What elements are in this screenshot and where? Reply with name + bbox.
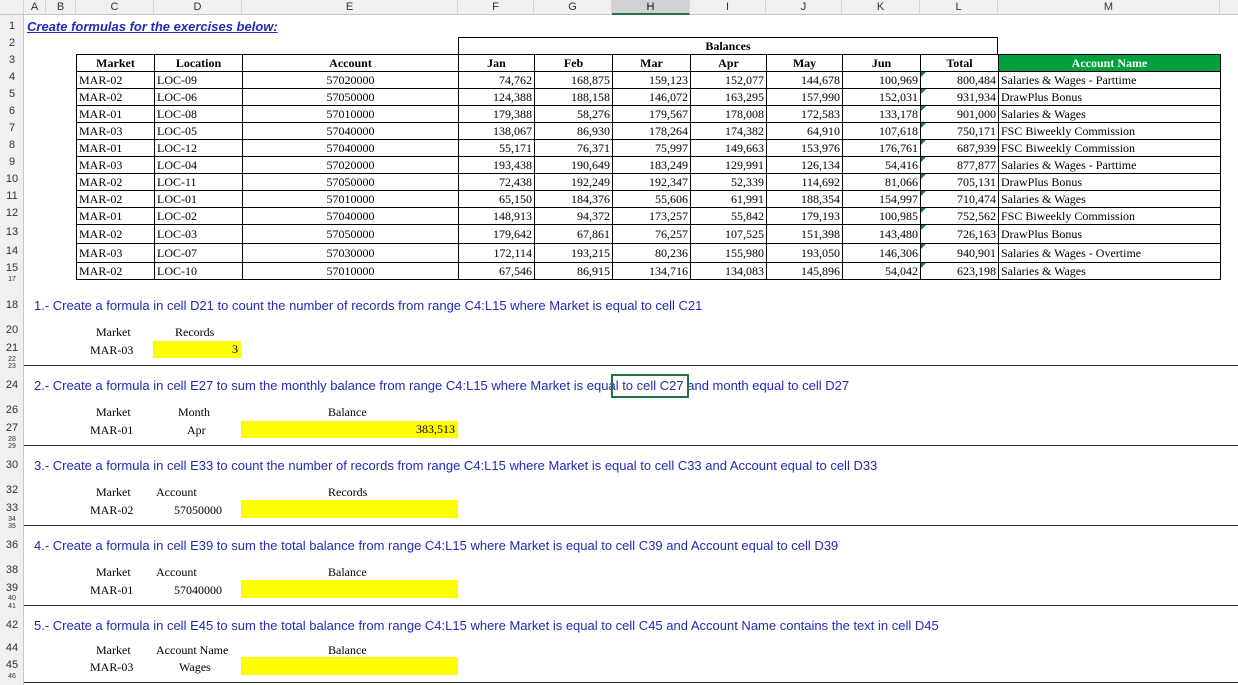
row-header[interactable]: 8 (8, 139, 16, 151)
table-cell[interactable]: 55,842 (691, 208, 767, 225)
row-header[interactable]: 40 (8, 595, 16, 602)
error-indicator-icon (921, 157, 926, 162)
table-cell[interactable]: 149,663 (691, 140, 767, 157)
column-header-j[interactable]: J (766, 0, 842, 15)
row-header[interactable]: 14 (5, 245, 19, 257)
table-cell[interactable]: 67,546 (459, 263, 535, 280)
table-cell[interactable]: Salaries & Wages - Parttime (999, 72, 1221, 89)
question-4-text: 4.- Create a formula in cell E39 to sum the total balance from range C4:L15 where Market is equal to cell C39 and Account equal to cell D39 (34, 538, 839, 553)
table-cell[interactable]: 155,980 (691, 244, 767, 263)
row-header[interactable]: 4 (8, 71, 16, 83)
row-header[interactable]: 32 (5, 484, 19, 496)
row-header[interactable]: 27 (5, 422, 19, 434)
table-cell[interactable]: 86,930 (535, 123, 613, 140)
table-cell[interactable]: 184,376 (535, 191, 613, 208)
row-header[interactable]: 20 (5, 324, 19, 336)
table-cell[interactable]: 54,416 (843, 157, 921, 174)
table-cell[interactable]: LOC-10 (155, 263, 243, 280)
row-header[interactable]: 42 (5, 619, 19, 631)
table-cell[interactable]: 52,339 (691, 174, 767, 191)
row-header[interactable]: 23 (8, 363, 16, 370)
select-all-corner[interactable] (0, 0, 24, 15)
separator-line (24, 525, 1238, 526)
q2-balance-label: Balance (328, 405, 367, 419)
error-indicator-icon (921, 263, 926, 268)
table-row (77, 208, 1221, 225)
q5-account-name-value[interactable]: Wages (179, 660, 211, 674)
table-row (77, 157, 1221, 174)
table-cell[interactable]: LOC-06 (155, 89, 243, 106)
table-cell[interactable]: 55,171 (459, 140, 535, 157)
table-cell[interactable]: 176,761 (843, 140, 921, 157)
table-cell[interactable]: 134,716 (613, 263, 691, 280)
table-cell[interactable]: 192,347 (613, 174, 691, 191)
table-cell[interactable]: MAR-01 (77, 140, 155, 157)
question-3-text: 3.- Create a formula in cell E33 to count the number of records from range C4:L15 where Market is equal to cell C33 and Account equal to cell D33 (34, 458, 878, 473)
table-row (77, 244, 1221, 263)
separator-line (24, 365, 1238, 366)
table-cell[interactable]: 81,066 (843, 174, 921, 191)
row-header[interactable]: 35 (8, 523, 16, 530)
table-cell[interactable]: 57010000 (243, 106, 459, 123)
table-cell[interactable]: 172,114 (459, 244, 535, 263)
question-1-text: 1.- Create a formula in cell D21 to count the number of records from range C4:L15 where Market is equal to cell C21 (34, 298, 703, 313)
q4-market-label: Market (96, 565, 131, 579)
q1-records-label: Records (175, 325, 215, 339)
column-header-d[interactable]: D (154, 0, 242, 15)
q3-market-label: Market (96, 485, 131, 499)
row-header[interactable]: 3 (8, 54, 16, 66)
table-cell[interactable]: LOC-03 (155, 225, 243, 244)
q5-market-label: Market (96, 643, 131, 657)
table-cell[interactable]: 877,877 (921, 157, 999, 174)
row-header[interactable]: 39 (5, 582, 19, 594)
row-header[interactable]: 33 (5, 502, 19, 514)
table-cell[interactable]: 57010000 (243, 263, 459, 280)
header-may[interactable]: May (767, 55, 843, 72)
column-header-c[interactable]: C (76, 0, 154, 15)
error-indicator-icon (921, 244, 926, 249)
table-cell[interactable]: 146,072 (613, 89, 691, 106)
table-cell[interactable]: Salaries & Wages (999, 263, 1221, 280)
table-cell[interactable]: 178,264 (613, 123, 691, 140)
table-cell[interactable]: 72,438 (459, 174, 535, 191)
table-cell[interactable]: 64,910 (767, 123, 843, 140)
q5-market-value[interactable]: MAR-03 (90, 660, 134, 674)
table-cell[interactable]: 107,618 (843, 123, 921, 140)
table-cell[interactable]: 148,913 (459, 208, 535, 225)
table-cell[interactable]: 931,934 (921, 89, 999, 106)
error-indicator-icon (921, 140, 926, 145)
table-cell[interactable]: MAR-02 (77, 174, 155, 191)
table-cell[interactable]: 57020000 (243, 72, 459, 89)
table-cell[interactable]: 57010000 (243, 191, 459, 208)
table-cell[interactable]: FSC Biweekly Commission (999, 208, 1221, 225)
table-row (77, 89, 1221, 106)
separator-line (24, 445, 1238, 446)
q5-result-cell[interactable] (241, 657, 458, 675)
table-cell[interactable]: 687,939 (921, 140, 999, 157)
error-indicator-icon (921, 123, 926, 128)
column-header-i[interactable]: I (690, 0, 766, 15)
table-cell[interactable]: 133,178 (843, 106, 921, 123)
table-cell[interactable]: 168,875 (535, 72, 613, 89)
q5-account-name-label: Account Name (156, 643, 229, 657)
row-header-bar (0, 15, 24, 685)
table-cell[interactable]: 74,762 (459, 72, 535, 89)
error-indicator-icon (921, 225, 926, 230)
table-cell[interactable]: 57050000 (243, 89, 459, 106)
table-cell[interactable]: 145,896 (767, 263, 843, 280)
header-jan[interactable]: Jan (459, 55, 535, 72)
table-cell[interactable]: FSC Biweekly Commission (999, 140, 1221, 157)
table-cell[interactable]: 183,249 (613, 157, 691, 174)
q3-account-value[interactable]: 57050000 (174, 503, 222, 517)
row-header[interactable]: 18 (5, 299, 19, 311)
header-account-name[interactable]: Account Name (999, 55, 1221, 72)
q2-month-value[interactable]: Apr (187, 423, 206, 437)
table-header-row (77, 55, 1221, 72)
table-cell[interactable]: 178,008 (691, 106, 767, 123)
q2-text-part-b: s equal to cell (576, 378, 657, 393)
table-row (77, 191, 1221, 208)
table-cell[interactable]: Salaries & Wages (999, 106, 1221, 123)
row-header[interactable]: 21 (5, 342, 19, 354)
table-cell[interactable]: LOC-05 (155, 123, 243, 140)
table-cell[interactable]: 94,372 (535, 208, 613, 225)
table-cell[interactable]: 192,249 (535, 174, 613, 191)
row-header[interactable]: 10 (5, 173, 19, 185)
header-jun[interactable]: Jun (843, 55, 921, 72)
table-cell[interactable]: 57020000 (243, 157, 459, 174)
table-cell[interactable]: 143,480 (843, 225, 921, 244)
table-cell[interactable]: 179,388 (459, 106, 535, 123)
row-header[interactable]: 41 (8, 603, 16, 610)
table-cell[interactable]: 163,295 (691, 89, 767, 106)
table-cell[interactable]: 623,198 (921, 263, 999, 280)
error-indicator-icon (921, 89, 926, 94)
column-header-g[interactable]: G (534, 0, 612, 15)
table-cell[interactable]: 146,306 (843, 244, 921, 263)
table-row (77, 174, 1221, 191)
q3-records-label: Records (328, 485, 368, 499)
error-indicator-icon (921, 208, 926, 213)
question-5-text: 5.- Create a formula in cell E45 to sum the total balance from range C4:L15 where Market is equal to cell C45 and Account Name contains the text in cell D45 (34, 618, 939, 633)
q4-account-value[interactable]: 57040000 (174, 583, 222, 597)
table-cell[interactable]: 144,678 (767, 72, 843, 89)
table-cell[interactable]: 750,171 (921, 123, 999, 140)
table-cell[interactable]: MAR-01 (77, 106, 155, 123)
table-cell[interactable]: DrawPlus Bonus (999, 225, 1221, 244)
table-cell[interactable]: 179,567 (613, 106, 691, 123)
table-cell[interactable]: 172,583 (767, 106, 843, 123)
row-header[interactable]: 29 (8, 443, 16, 450)
table-row (77, 123, 1221, 140)
q3-result-cell[interactable] (241, 500, 458, 518)
row-header[interactable]: 44 (5, 642, 19, 654)
q2-text-part-c: C27 and month equal to cell D27 (656, 378, 850, 393)
column-header-h[interactable]: H (612, 0, 690, 15)
balances-header: Balances (458, 37, 998, 55)
q4-account-label: Account (156, 565, 197, 579)
row-header[interactable]: 24 (5, 379, 19, 391)
table-cell[interactable]: MAR-02 (77, 225, 155, 244)
table-cell[interactable]: 188,354 (767, 191, 843, 208)
table-cell[interactable]: 124,388 (459, 89, 535, 106)
table-cell[interactable]: 80,236 (613, 244, 691, 263)
row-header[interactable]: 2 (8, 37, 16, 49)
table-cell[interactable]: 100,985 (843, 208, 921, 225)
q2-market-label: Market (96, 405, 131, 419)
row-header[interactable]: 45 (5, 659, 19, 671)
table-cell[interactable]: MAR-03 (77, 123, 155, 140)
separator-line (24, 605, 1238, 606)
row-header[interactable]: 12 (5, 207, 19, 219)
row-header[interactable]: 15 (5, 262, 19, 274)
table-cell[interactable]: 752,562 (921, 208, 999, 225)
table-cell[interactable]: 54,042 (843, 263, 921, 280)
table-cell[interactable]: 57050000 (243, 225, 459, 244)
row-header[interactable]: 38 (5, 564, 19, 576)
table-cell[interactable]: 55,606 (613, 191, 691, 208)
table-cell[interactable]: 57030000 (243, 244, 459, 263)
table-cell[interactable]: 154,997 (843, 191, 921, 208)
q2-text-part-a: 2.- Create a formula in cell E27 to sum the monthly balance from range C4:L15 where Market i (34, 378, 577, 393)
q3-account-label: Account (156, 485, 197, 499)
row-header[interactable]: 7 (8, 122, 16, 134)
table-cell[interactable]: 57040000 (243, 140, 459, 157)
table-cell[interactable]: 800,484 (921, 72, 999, 89)
row-header[interactable]: 36 (5, 539, 19, 551)
row-header[interactable]: 1 (8, 20, 16, 32)
error-indicator-icon (921, 191, 926, 196)
q4-result-cell[interactable] (241, 580, 458, 598)
table-cell[interactable]: LOC-04 (155, 157, 243, 174)
table-cell[interactable]: 159,123 (613, 72, 691, 89)
column-header-f[interactable]: F (458, 0, 534, 15)
q3-market-value[interactable]: MAR-02 (90, 503, 134, 517)
row-header[interactable]: 9 (8, 156, 16, 168)
table-cell[interactable]: MAR-02 (77, 263, 155, 280)
table-cell[interactable]: 57050000 (243, 174, 459, 191)
row-header[interactable]: 26 (5, 404, 19, 416)
row-header[interactable]: 6 (8, 105, 16, 117)
table-row (77, 140, 1221, 157)
table-row (77, 263, 1221, 280)
table-cell[interactable]: 174,382 (691, 123, 767, 140)
table-cell[interactable]: 76,371 (535, 140, 613, 157)
row-header[interactable]: 5 (8, 88, 16, 100)
table-cell[interactable]: 179,193 (767, 208, 843, 225)
q2-market-value[interactable]: MAR-01 (90, 423, 134, 437)
table-cell[interactable]: MAR-02 (77, 89, 155, 106)
column-header-m[interactable]: M (998, 0, 1220, 15)
table-cell[interactable]: MAR-01 (77, 208, 155, 225)
table-cell[interactable]: 57040000 (243, 208, 459, 225)
table-cell[interactable]: 67,861 (535, 225, 613, 244)
table-cell[interactable]: 173,257 (613, 208, 691, 225)
table-cell[interactable]: 76,257 (613, 225, 691, 244)
table-cell[interactable]: 152,031 (843, 89, 921, 106)
row-header[interactable]: 17 (8, 276, 16, 283)
header-feb[interactable]: Feb (535, 55, 613, 72)
sheet-title: Create formulas for the exercises below: (27, 19, 278, 34)
table-cell[interactable]: DrawPlus Bonus (999, 174, 1221, 191)
table-cell[interactable]: DrawPlus Bonus (999, 89, 1221, 106)
table-cell[interactable]: 65,150 (459, 191, 535, 208)
table-cell[interactable]: MAR-02 (77, 191, 155, 208)
table-cell[interactable]: LOC-12 (155, 140, 243, 157)
row-header[interactable]: 46 (8, 673, 16, 680)
row-header[interactable]: 30 (5, 459, 19, 471)
row-header[interactable]: 11 (6, 190, 18, 202)
q1-result-cell[interactable]: 3 (153, 341, 241, 358)
table-cell[interactable]: 75,997 (613, 140, 691, 157)
table-cell[interactable]: 157,990 (767, 89, 843, 106)
table-cell[interactable]: 193,215 (535, 244, 613, 263)
table-cell[interactable]: 138,067 (459, 123, 535, 140)
table-cell[interactable]: 57040000 (243, 123, 459, 140)
table-cell[interactable]: Salaries & Wages - Overtime (999, 244, 1221, 263)
column-header-l[interactable]: L (920, 0, 998, 15)
sheet-grid[interactable] (24, 15, 1238, 685)
error-indicator-icon (921, 72, 926, 77)
column-header-a[interactable]: A (24, 0, 46, 15)
row-header[interactable]: 28 (8, 436, 16, 443)
q2-month-label: Month (178, 405, 211, 419)
table-cell[interactable]: 726,163 (921, 225, 999, 244)
q1-market-value[interactable]: MAR-03 (90, 343, 134, 357)
table-cell[interactable]: Salaries & Wages - Parttime (999, 157, 1221, 174)
table-cell[interactable]: 179,642 (459, 225, 535, 244)
column-header-k[interactable]: K (842, 0, 920, 15)
table-cell[interactable]: MAR-03 (77, 244, 155, 263)
header-total[interactable]: Total (921, 55, 999, 72)
question-2-text (34, 378, 849, 393)
column-header-e[interactable]: E (242, 0, 458, 15)
table-cell[interactable]: FSC Biweekly Commission (999, 123, 1221, 140)
table-row (77, 72, 1221, 89)
q5-balance-label: Balance (328, 643, 367, 657)
table-row (77, 225, 1221, 244)
table-cell[interactable]: LOC-08 (155, 106, 243, 123)
table-cell[interactable]: 114,692 (767, 174, 843, 191)
error-indicator-icon (921, 106, 926, 111)
table-cell[interactable]: LOC-02 (155, 208, 243, 225)
table-cell[interactable]: 126,134 (767, 157, 843, 174)
table-cell[interactable]: 190,649 (535, 157, 613, 174)
table-cell[interactable]: MAR-03 (77, 157, 155, 174)
table-cell[interactable]: LOC-11 (155, 174, 243, 191)
table-cell[interactable]: 61,991 (691, 191, 767, 208)
table-cell[interactable]: MAR-02 (77, 72, 155, 89)
table-cell[interactable]: 100,969 (843, 72, 921, 89)
row-header[interactable]: 22 (8, 356, 16, 363)
header-account[interactable]: Account (243, 55, 459, 72)
table-cell[interactable]: 188,158 (535, 89, 613, 106)
table-cell[interactable]: LOC-01 (155, 191, 243, 208)
table-cell[interactable]: 705,131 (921, 174, 999, 191)
column-header-bar (0, 0, 1238, 15)
active-cell-selection[interactable] (611, 374, 689, 398)
row-header[interactable]: 13 (5, 226, 19, 238)
table-cell[interactable]: 940,901 (921, 244, 999, 263)
table-cell[interactable]: 901,000 (921, 106, 999, 123)
q4-market-value[interactable]: MAR-01 (90, 583, 134, 597)
separator-line (24, 682, 1238, 683)
header-apr[interactable]: Apr (691, 55, 767, 72)
header-mar[interactable]: Mar (613, 55, 691, 72)
error-indicator-icon (921, 174, 926, 179)
table-cell[interactable]: 193,438 (459, 157, 535, 174)
q1-market-label: Market (96, 325, 131, 339)
table-cell[interactable]: 151,398 (767, 225, 843, 244)
table-cell[interactable]: 134,083 (691, 263, 767, 280)
table-cell[interactable]: 58,276 (535, 106, 613, 123)
q4-balance-label: Balance (328, 565, 367, 579)
table-cell[interactable]: Salaries & Wages (999, 191, 1221, 208)
table-cell[interactable]: 107,525 (691, 225, 767, 244)
row-header[interactable]: 34 (8, 516, 16, 523)
table-row (77, 106, 1221, 123)
table-cell[interactable]: 152,077 (691, 72, 767, 89)
header-market[interactable]: Market (77, 55, 155, 72)
table-cell[interactable]: 153,976 (767, 140, 843, 157)
table-cell[interactable]: 129,991 (691, 157, 767, 174)
q2-result-cell[interactable]: 383,513 (241, 421, 458, 438)
column-header-b[interactable]: B (46, 0, 76, 15)
table-cell[interactable]: 710,474 (921, 191, 999, 208)
table-cell[interactable]: 86,915 (535, 263, 613, 280)
data-table (76, 54, 1221, 280)
table-cell[interactable]: LOC-07 (155, 244, 243, 263)
table-cell[interactable]: 193,050 (767, 244, 843, 263)
table-cell[interactable]: LOC-09 (155, 72, 243, 89)
header-location[interactable]: Location (155, 55, 243, 72)
